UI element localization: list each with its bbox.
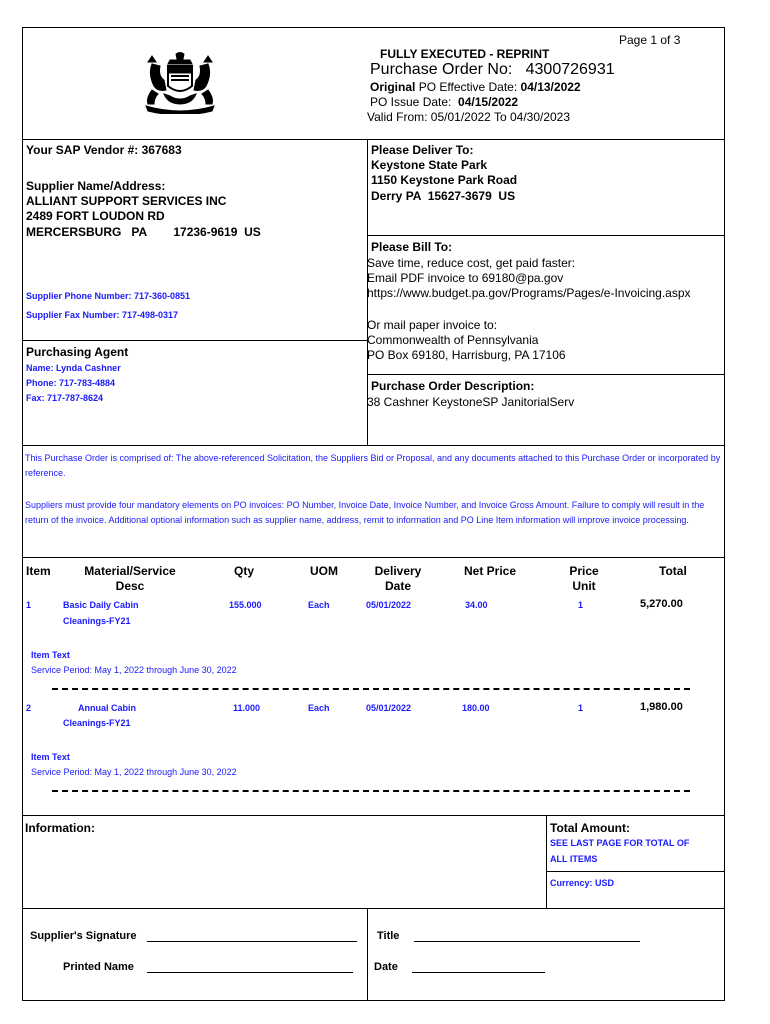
supplier-name: ALLIANT SUPPORT SERVICES INC [26, 194, 227, 208]
sap-vendor-number: 367683 [141, 143, 182, 157]
sap-vendor-label: Your SAP Vendor #: [26, 143, 139, 157]
supplier-phone: Supplier Phone Number: 717-360-0851 [26, 291, 191, 301]
po-number-label: Purchase Order No: [370, 61, 513, 78]
total-divider [546, 815, 547, 908]
row-2-desc-2: Cleanings-FY21 [63, 718, 131, 728]
row-1-uom: Each [308, 600, 330, 610]
supplier-address-label: Supplier Name/Address: [26, 179, 166, 193]
col-header-material-2: Desc [115, 579, 145, 593]
po-number-line [370, 61, 615, 79]
supplier-fax: Supplier Fax Number: 717-498-0317 [26, 310, 179, 320]
col-header-item: Item [26, 564, 51, 578]
bill-line-6: PO Box 69180, Harrisburg, PA 17106 [367, 348, 566, 362]
currency-divider [546, 871, 725, 872]
supplier-city: MERCERSBURG PA 17236-9619 US [26, 225, 261, 239]
title-label: Title [377, 930, 400, 942]
col-header-material-1: Material/Service [84, 564, 176, 578]
col-header-delivery [366, 564, 430, 594]
total-amount-label: Total Amount: [550, 821, 630, 835]
col-header-delivery-1: Delivery [374, 564, 422, 578]
col-header-uom: UOM [310, 564, 338, 578]
original-label: Original [370, 80, 416, 94]
bill-line-3: https://www.budget.pa.gov/Programs/Pages/e-Invoicing.aspx [367, 286, 691, 300]
deliver-to-label: Please Deliver To: [371, 143, 474, 157]
row-2-total: 1,980.00 [640, 701, 683, 713]
total-note-1: SEE LAST PAGE FOR TOTAL OF [550, 838, 690, 848]
col-header-qty: Qty [234, 564, 255, 578]
pennsylvania-coat-of-arms-icon [138, 50, 222, 114]
sap-vendor-line [26, 143, 182, 157]
row-1-total: 5,270.00 [640, 598, 683, 610]
row-2-net-price: 180.00 [462, 703, 490, 713]
terms-top-divider [22, 445, 725, 446]
row-2-price-unit: 1 [578, 703, 584, 713]
terms-paragraph-2: Suppliers must provide four mandatory elements on PO invoices: PO Number, Invoice Date, Invoice Number, and Invoice Gross Amount. Failure to comply will result in the return of the invoice. Additional optional information such as supplier name, address, remit to information and PO Line Item information will improve invoice processing. [25, 500, 705, 525]
po-description-label: Purchase Order Description: [371, 379, 535, 393]
purchasing-agent-label: Purchasing Agent [26, 345, 129, 359]
row-1-desc-1: Basic Daily Cabin [63, 600, 139, 610]
deliver-bill-divider [367, 235, 725, 236]
bill-desc-divider [367, 374, 725, 375]
row-1-item-text: Service Period: May 1, 2022 through June 30, 2022 [31, 665, 237, 675]
row-1-item: 1 [26, 600, 32, 610]
deliver-line-1: Keystone State Park [371, 158, 488, 172]
issue-date-label: PO Issue Date: [370, 95, 452, 109]
table-top-divider [22, 557, 725, 558]
printed-name-line[interactable] [147, 972, 353, 973]
col-header-net-price: Net Price [464, 564, 517, 578]
supplier-signature-line[interactable] [147, 941, 357, 942]
row-1-desc-2: Cleanings-FY21 [63, 616, 131, 626]
date-label: Date [374, 961, 398, 973]
bill-line-1: Save time, reduce cost, get paid faster: [367, 256, 576, 270]
col-header-price-unit-1: Price [569, 564, 599, 578]
title-line[interactable] [414, 941, 640, 942]
row-2-item-text-label: Item Text [31, 752, 70, 762]
row-1-date: 05/01/2022 [366, 600, 412, 610]
row-2-uom: Each [308, 703, 330, 713]
bill-line-5: Commonwealth of Pennsylvania [367, 333, 539, 347]
row-2-item: 2 [26, 703, 32, 713]
vendor-agent-divider [22, 340, 367, 341]
deliver-line-3: Derry PA 15627-3679 US [371, 189, 516, 203]
total-note-2: ALL ITEMS [550, 854, 598, 864]
col-header-material [75, 564, 185, 594]
col-header-delivery-2: Date [384, 579, 411, 593]
row-2-desc-1: Annual Cabin [78, 703, 136, 713]
col-header-price-unit-2: Unit [572, 579, 596, 593]
bill-line-4: Or mail paper invoice to: [367, 318, 498, 332]
col-header-total: Total [659, 564, 687, 578]
po-number: 4300726931 [525, 61, 615, 78]
agent-name: Name: Lynda Cashner [26, 363, 121, 373]
row-1-qty: 155.000 [229, 600, 262, 610]
signature-divider [367, 908, 368, 1001]
row-1-item-text-label: Item Text [31, 650, 70, 660]
col-header-price-unit [556, 564, 612, 594]
row-1-net-price: 34.00 [465, 600, 488, 610]
po-status: FULLY EXECUTED - REPRINT [380, 47, 550, 61]
signature-top-divider [22, 908, 725, 909]
date-line[interactable] [412, 972, 545, 973]
row-2-item-text: Service Period: May 1, 2022 through June 30, 2022 [31, 767, 237, 777]
effective-date-line [370, 80, 581, 94]
row-2-qty: 11.000 [233, 703, 261, 713]
row-1-separator [52, 688, 690, 690]
printed-name-label: Printed Name [63, 961, 134, 973]
effective-date: 04/13/2022 [520, 80, 581, 94]
row-2-separator [52, 790, 690, 792]
valid-period: Valid From: 05/01/2022 To 04/30/2023 [367, 110, 571, 124]
table-bottom-divider [22, 815, 725, 816]
header-divider [22, 139, 725, 140]
currency-label: Currency: USD [550, 878, 615, 888]
bill-to-label: Please Bill To: [371, 240, 453, 254]
agent-phone: Phone: 717-783-4884 [26, 378, 116, 388]
page-number: Page 1 of 3 [619, 33, 681, 47]
po-description: 38 Cashner KeystoneSP JanitorialServ [367, 395, 575, 409]
effective-date-label: PO Effective Date: [418, 80, 518, 94]
supplier-signature-label: Supplier's Signature [30, 930, 137, 942]
deliver-line-2: 1150 Keystone Park Road [371, 173, 518, 187]
information-label: Information: [25, 821, 95, 835]
row-2-date: 05/01/2022 [366, 703, 412, 713]
issue-date-line [370, 95, 518, 109]
bill-line-2: Email PDF invoice to 69180@pa.gov [367, 271, 564, 285]
supplier-street: 2489 FORT LOUDON RD [26, 209, 165, 223]
issue-date: 04/15/2022 [458, 95, 519, 109]
agent-fax: Fax: 717-787-8624 [26, 393, 104, 403]
row-1-price-unit: 1 [578, 600, 584, 610]
terms-paragraph-1: This Purchase Order is comprised of: The above-referenced Solicitation, the Suppliers Bid or Proposal, and any documents attached to this Purchase Order or incorporated by reference. [25, 453, 721, 478]
